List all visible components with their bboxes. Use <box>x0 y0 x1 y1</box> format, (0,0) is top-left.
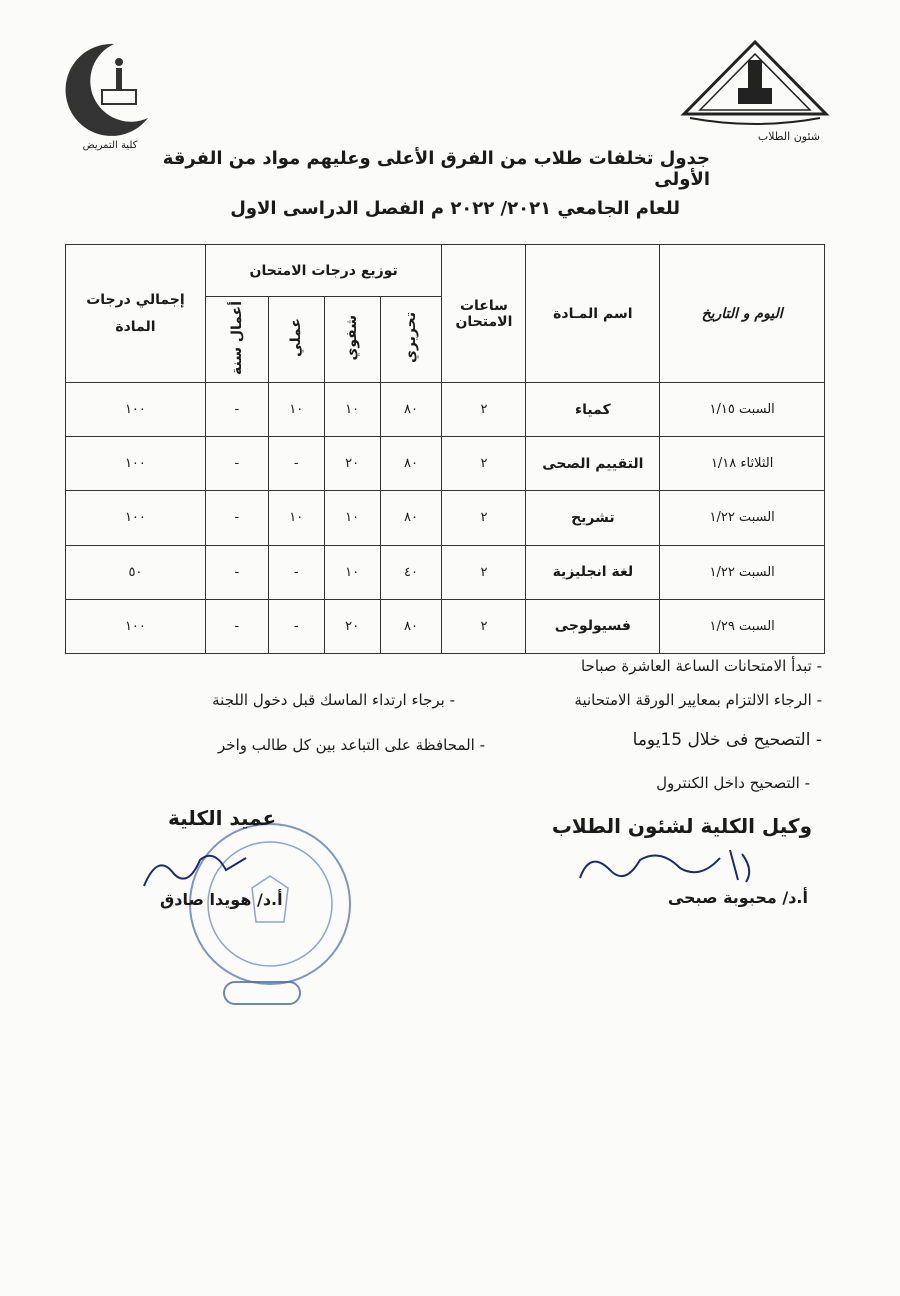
note-correction-period: - التصحيح فى خلال 15يوما <box>632 730 822 750</box>
header-written-cell <box>380 297 442 383</box>
cell-practical: ١٠ <box>268 491 324 545</box>
cell-date: السبت ١/٢٢ <box>660 545 825 599</box>
cell-subject: التقييم الصحى <box>526 437 660 491</box>
header-total: إجمالي درجات المادة <box>66 245 206 383</box>
table-row <box>66 599 825 653</box>
header-oral-cell <box>324 297 380 383</box>
dean-name: أ.د/ هويدا صادق <box>160 890 283 909</box>
cell-total: ١٠٠ <box>66 599 206 653</box>
header-date: اليوم و التاريخ <box>660 245 825 383</box>
cell-hours: ٢ <box>442 491 526 545</box>
cell-oral: ٢٠ <box>324 437 380 491</box>
cell-practical: - <box>268 545 324 599</box>
cell-total: ١٠٠ <box>66 383 206 437</box>
cell-subject: تشريح <box>526 491 660 545</box>
header-coursework-cell <box>205 297 268 383</box>
cell-hours: ٢ <box>442 437 526 491</box>
cell-date: السبت ١/١٥ <box>660 383 825 437</box>
cell-written: ٨٠ <box>380 437 442 491</box>
cell-hours: ٢ <box>442 383 526 437</box>
cell-subject: فسيولوجى <box>526 599 660 653</box>
table-row <box>66 437 825 491</box>
seal-number-stamp <box>222 980 302 1006</box>
dean-signature <box>138 846 258 894</box>
header-subject: اسم المـادة <box>526 245 660 383</box>
note-social-distance: - المحافظة على التباعد بين كل طالب واخر <box>218 736 485 754</box>
cell-subject: لغة انجليزية <box>526 545 660 599</box>
table-row <box>66 383 825 437</box>
cell-coursework: - <box>205 599 268 653</box>
cell-written: ٨٠ <box>380 491 442 545</box>
cell-practical: - <box>268 599 324 653</box>
nursing-faculty-logo <box>44 38 154 138</box>
document-title: جدول تخلفات طلاب من الفرق الأعلى وعليهم مواد من الفرقة الأولى <box>162 148 710 190</box>
vice-dean-title: وكيل الكلية لشئون الطلاب <box>551 814 812 838</box>
cell-coursework: - <box>205 383 268 437</box>
note-correction-control: - التصحيح داخل الكنترول <box>656 774 810 792</box>
header-hours: ساعات الامتحان <box>442 245 526 383</box>
header-written: تحريري <box>403 312 420 363</box>
cell-date: السبت ١/٢٩ <box>660 599 825 653</box>
note-start-time: - تبدأ الامتحانات الساعة العاشرة صباحا <box>580 657 822 675</box>
note-exam-standards: - الرجاء الالتزام بمعايير الورقة الامتحانية <box>574 691 822 709</box>
cell-total: ٥٠ <box>66 545 206 599</box>
cell-practical: ١٠ <box>268 383 324 437</box>
cell-oral: ١٠ <box>324 491 380 545</box>
cell-hours: ٢ <box>442 599 526 653</box>
cell-written: ٤٠ <box>380 545 442 599</box>
nursing-caption: كلية التمريض <box>82 140 138 151</box>
table-row <box>66 491 825 545</box>
cell-coursework: - <box>205 491 268 545</box>
header-oral: شفوي <box>344 314 361 361</box>
cell-total: ١٠٠ <box>66 437 206 491</box>
cell-oral: ١٠ <box>324 383 380 437</box>
cell-total: ١٠٠ <box>66 491 206 545</box>
document-subtitle: للعام الجامعي ٢٠٢١/ ٢٠٢٢ م الفصل الدراسى الاول <box>230 198 680 219</box>
benha-university-logo <box>680 38 830 128</box>
cell-date: الثلاثاء ١/١٨ <box>660 437 825 491</box>
header-distribution: توزيع درجات الامتحان <box>205 245 442 297</box>
cell-coursework: - <box>205 437 268 491</box>
vice-dean-name: أ.د/ محبوبة صبحى <box>667 888 808 907</box>
student-affairs-caption: شئون الطلاب <box>757 130 820 143</box>
vice-dean-signature <box>570 840 770 890</box>
dean-title: عميد الكلية <box>168 806 277 830</box>
cell-subject: كمياء <box>526 383 660 437</box>
header-coursework: أعمال سنة <box>228 300 245 375</box>
cell-hours: ٢ <box>442 545 526 599</box>
cell-oral: ١٠ <box>324 545 380 599</box>
note-wear-mask: - برجاء ارتداء الماسك قبل دخول اللجنة <box>212 691 455 709</box>
cell-practical: - <box>268 437 324 491</box>
header-practical-cell <box>268 297 324 383</box>
cell-written: ٨٠ <box>380 383 442 437</box>
cell-coursework: - <box>205 545 268 599</box>
header-practical: عملي <box>288 318 305 357</box>
cell-oral: ٢٠ <box>324 599 380 653</box>
cell-written: ٨٠ <box>380 599 442 653</box>
cell-date: السبت ١/٢٢ <box>660 491 825 545</box>
exam-schedule-table <box>65 244 825 654</box>
table-row <box>66 545 825 599</box>
